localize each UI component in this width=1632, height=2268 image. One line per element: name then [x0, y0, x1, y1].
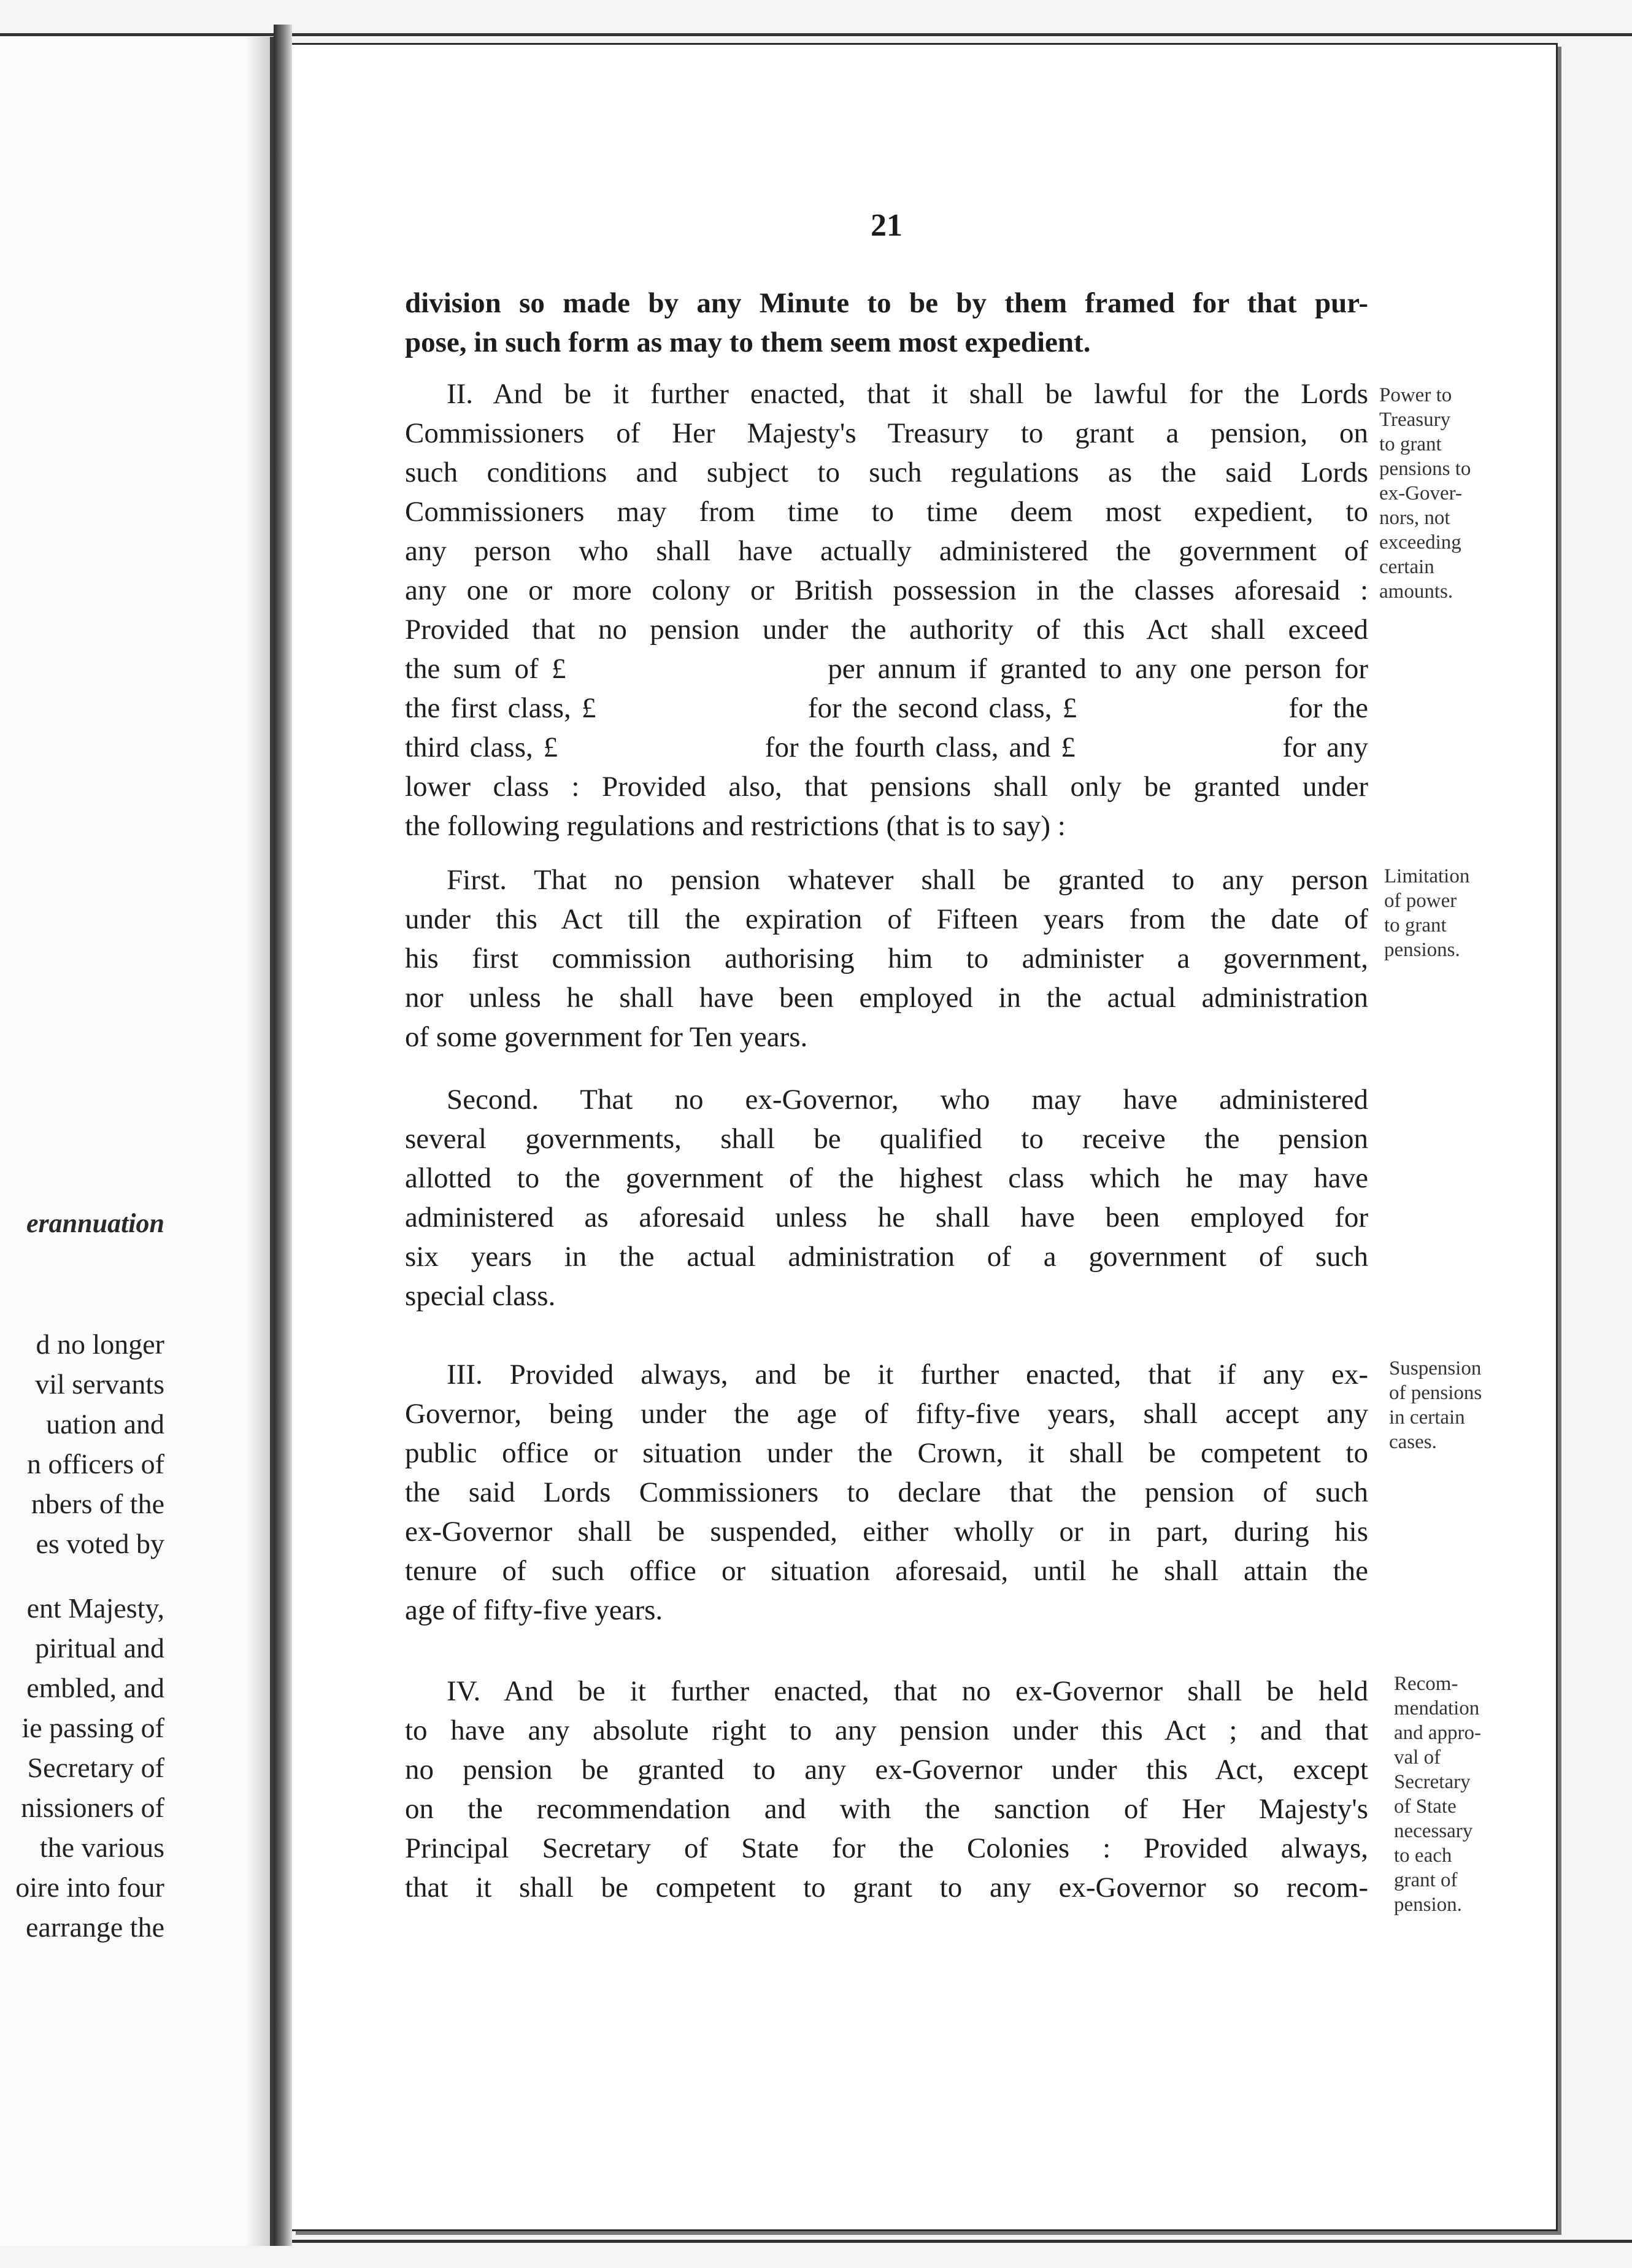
facing-line: embled, and: [26, 1672, 164, 1703]
text-line: on the recommendation and with the sanction of Her Majesty's: [405, 1793, 1368, 1825]
facing-line: es voted by: [36, 1528, 164, 1559]
text-line: such conditions and subject to such regulations as the said Lords: [405, 457, 1368, 488]
sidenote-line: to grant: [1384, 914, 1447, 936]
facing-line: nbers of the: [31, 1488, 164, 1519]
text-line: ex-Governor shall be suspended, either wholly or in part, during his: [405, 1516, 1368, 1548]
text-line: six years in the actual administration of a government of such: [405, 1241, 1368, 1273]
facing-line: nissioners of: [21, 1792, 164, 1823]
first-restriction-paragraph: [405, 860, 1368, 1057]
facing-line: ie passing of: [21, 1712, 164, 1743]
sidenote-line: nors, not: [1379, 507, 1450, 529]
text-line: II. And be it further enacted, that it shall be lawful for the Lords: [447, 378, 1368, 410]
second-restriction-paragraph: [405, 1080, 1368, 1316]
section-iii-paragraph: [405, 1355, 1368, 1630]
text-line: nor unless he shall have been employed in the actual administration: [405, 982, 1368, 1014]
text-line: public office or situation under the Crown, it shall be competent to: [405, 1437, 1368, 1469]
facing-line: vil servants: [35, 1368, 164, 1400]
text-line: pose, in such form as may to them seem most expedient.: [405, 326, 1091, 358]
sidenote-line: grant of: [1394, 1869, 1458, 1891]
text-line: the first class, £ for the second class, £ for the: [405, 692, 1368, 724]
sidenote-line: in certain: [1389, 1406, 1465, 1429]
text-line: allotted to the government of the highest class which he may have: [405, 1162, 1368, 1194]
sidenote-line: Secretary: [1394, 1771, 1471, 1793]
text-line: the following regulations and restrictions (that is to say) :: [405, 810, 1066, 842]
sidenote-line: ex-Gover-: [1379, 482, 1462, 504]
sidenote-line: of State: [1394, 1796, 1457, 1818]
sidenote-line: necessary: [1394, 1820, 1473, 1842]
text-line: Governor, being under the age of fifty-five years, shall accept any: [405, 1398, 1368, 1430]
text-line: Commissioners of Her Majesty's Treasury to grant a pension, on: [405, 417, 1368, 449]
sidenote-line: exceeding: [1379, 531, 1461, 554]
text-line: Second. That no ex-Governor, who may have administered: [447, 1084, 1368, 1116]
text-line: Principal Secretary of State for the Colonies : Provided always,: [405, 1832, 1368, 1864]
facing-line: n officers of: [27, 1448, 164, 1479]
section-iv-paragraph: [405, 1672, 1368, 1907]
facing-page-heading: erannuation: [26, 1208, 164, 1238]
text-line: to have any absolute right to any pension under this Act ; and that: [405, 1714, 1368, 1746]
text-line: age of fifty-five years.: [405, 1594, 663, 1626]
sidenote-line: of pensions: [1389, 1382, 1482, 1404]
text-line: IV. And be it further enacted, that no ex-Governor shall be held: [447, 1675, 1368, 1707]
sidenote-line: cases.: [1389, 1431, 1437, 1453]
sidenote-line: amounts.: [1379, 580, 1453, 603]
text-line: division so made by any Minute to be by them framed for that pur-: [405, 287, 1368, 319]
text-line: of some government for Ten years.: [405, 1021, 808, 1053]
sidenote-recommendation-approval: [1394, 1672, 1541, 1917]
sidenote-line: pensions.: [1384, 939, 1460, 961]
sidenote-line: to grant: [1379, 433, 1442, 455]
facing-line: Secretary of: [27, 1752, 164, 1783]
facing-line: the various: [39, 1832, 164, 1863]
sidenote-line: Treasury: [1379, 409, 1451, 431]
facing-line: ent Majesty,: [26, 1592, 164, 1624]
sidenote-line: pension.: [1394, 1894, 1462, 1916]
sidenote-line: mendation: [1394, 1697, 1480, 1719]
facing-line: uation and: [46, 1408, 164, 1440]
text-line: special class.: [405, 1280, 556, 1312]
text-line: administered as aforesaid unless he shall have been employed for: [405, 1202, 1368, 1233]
sidenote-line: of power: [1384, 890, 1457, 912]
sidenote-power-to-treasury: [1379, 383, 1526, 604]
facing-line: oire into four: [15, 1872, 164, 1903]
text-line: several governments, shall be qualified to receive the pension: [405, 1123, 1368, 1155]
section-ii-paragraph: [405, 374, 1368, 846]
page-number: 21: [871, 208, 903, 243]
text-line: Provided that no pension under the authority of this Act shall exceed: [405, 614, 1368, 646]
text-line: tenure of such office or situation aforesaid, until he shall attain the: [405, 1555, 1368, 1587]
sidenote-limitation-of-power: [1384, 864, 1531, 962]
sidenote-line: Suspension: [1389, 1357, 1482, 1379]
text-line: that it shall be competent to grant to any ex-Governor so recom-: [405, 1872, 1368, 1904]
sidenote-line: certain: [1379, 556, 1434, 578]
text-line: any person who shall have actually administered the government of: [405, 535, 1368, 567]
text-line: lower class : Provided also, that pensions shall only be granted under: [405, 771, 1368, 803]
sidenote-line: and appro-: [1394, 1722, 1482, 1744]
scan-frame-top: [0, 33, 1632, 36]
sidenote-line: pensions to: [1379, 458, 1471, 480]
text-line: III. Provided always, and be it further enacted, that if any ex-: [447, 1359, 1368, 1390]
sidenote-suspension-of-pensions: [1389, 1356, 1536, 1454]
text-line: any one or more colony or British possession in the classes aforesaid :: [405, 574, 1368, 606]
text-line: his first commission authorising him to administer a government,: [405, 943, 1368, 974]
page-edge-shadow: [245, 37, 270, 2246]
sidenote-line: Power to: [1379, 384, 1452, 406]
text-line: First. That no pension whatever shall be granted to any person: [447, 864, 1368, 896]
facing-page-text-block-1: [0, 1324, 164, 1564]
sidenote-line: to each: [1394, 1845, 1452, 1867]
sidenote-line: val of: [1394, 1746, 1441, 1768]
text-line: no pension be granted to any ex-Governor under this Act, except: [405, 1754, 1368, 1786]
text-line: under this Act till the expiration of Fifteen years from the date of: [405, 903, 1368, 935]
text-line: the said Lords Commissioners to declare that the pension of such: [405, 1476, 1368, 1508]
text-line: Commissioners may from time to time deem most expedient, to: [405, 496, 1368, 528]
facing-page-text-block-2: [0, 1588, 164, 1947]
text-line: third class, £ for the fourth class, and £ for any: [405, 731, 1368, 763]
intro-paragraph: [405, 284, 1368, 362]
sidenote-line: Limitation: [1384, 865, 1470, 887]
facing-line: earrange the: [25, 1911, 164, 1943]
sidenote-line: Recom-: [1394, 1673, 1458, 1695]
facing-page: [0, 37, 274, 2246]
book-gutter: [274, 25, 292, 2246]
facing-line: d no longer: [36, 1329, 164, 1360]
text-line: the sum of £ per annum if granted to any one person for: [405, 653, 1368, 685]
facing-line: piritual and: [35, 1632, 164, 1664]
